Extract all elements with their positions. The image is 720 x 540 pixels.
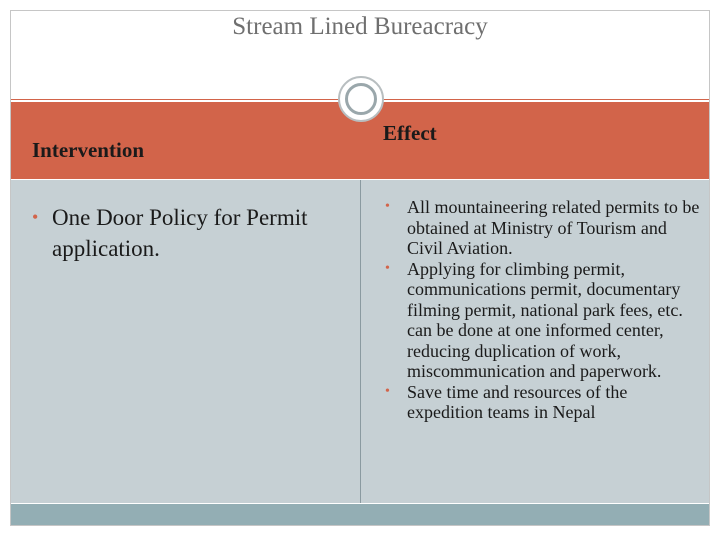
- effect-text: Save time and resources of the expedition teams in Nepal: [407, 381, 628, 422]
- decorative-ring-icon: [338, 76, 384, 122]
- list-item: [385, 197, 703, 259]
- bullet-icon: •: [32, 207, 39, 227]
- bullet-icon: •: [385, 383, 390, 399]
- column-divider: [360, 180, 361, 503]
- effect-text: Applying for climbing permit, communications permit, documentary filming permit, national park fees, etc. can be done at one informed center, reducing duplication of work, miscommunication and paperwork.: [407, 258, 683, 381]
- list-item: [32, 202, 347, 264]
- slide-title: Stream Lined Bureacracy: [232, 13, 488, 40]
- footer-band: [11, 504, 709, 525]
- effect-list: [385, 197, 703, 423]
- intervention-text: One Door Policy for Permit application.: [52, 205, 308, 261]
- column-header-intervention: Intervention: [32, 138, 144, 162]
- list-item: [385, 259, 703, 382]
- column-header-effect: Effect: [383, 121, 437, 145]
- inner-ring: [345, 83, 377, 115]
- effect-text: All mountaineering related permits to be obtained at Ministry of Tourism and Civil Aviation.: [407, 197, 700, 258]
- intervention-list: [32, 202, 347, 264]
- list-item: [385, 382, 703, 423]
- bullet-icon: •: [385, 260, 390, 276]
- bullet-icon: •: [385, 199, 390, 214]
